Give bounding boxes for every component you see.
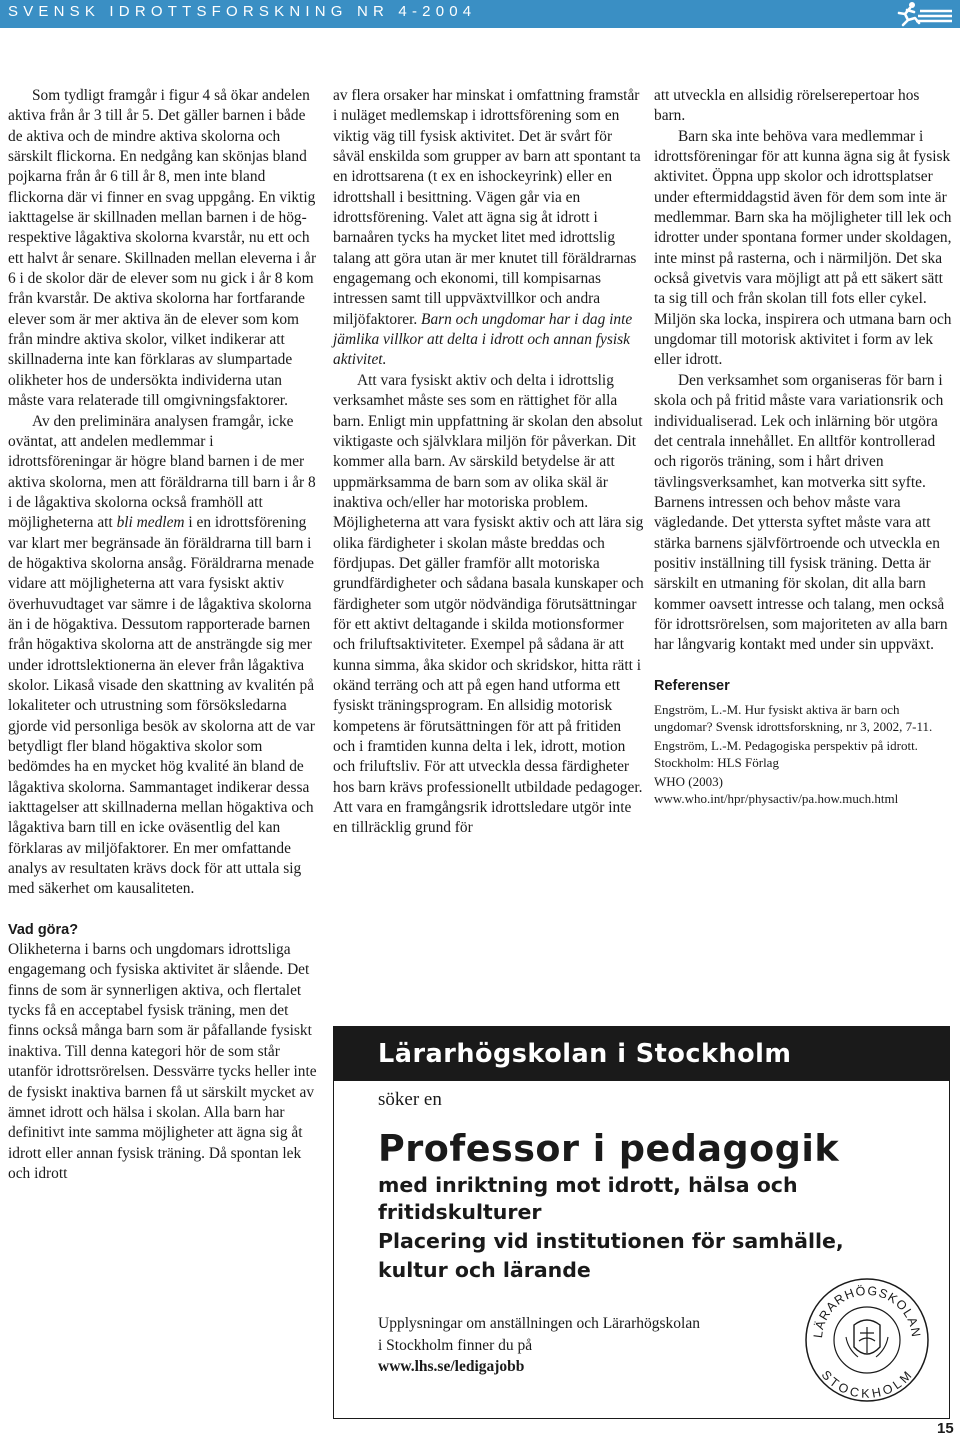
paragraph: Olikheterna i barns och ungdomars idrottsliga engagemang och fysiska aktivitet är slående. Det finns de som är synnerligen aktiva, och flertalet tycks få en acceptabel fysisk träning, men det finns också många barn som är påfallande fysiskt inaktiva. Till denna kategori hör de som står utanför idrottsrörelsen. Dessvärre tycks heller inte de fysiskt inaktiva barnen få ut särskilt mycket av ämnet idrott och hälsa i skolan. Alla barn har definitivt inte samma möjligheter att ägna sig åt idrott eller annan fysisk träning. Då spontan lek och idrott	[8, 941, 317, 1182]
paragraph-text: i en idrottsförening var klart mer begränsade än föräldrarna till barn i de högaktiva skolorna ansåg. Föräldrarna menade vidare att möjligheterna att vara fysiskt aktiv överhuvudtaget var sämre i de lågaktiva skolorna än i de högaktiva. Dessutom rapporterade barnen från högaktiva skolorna att de ansträngde sig mer under idrottslektionerna än elever från lågaktiva skolor. Likaså visade den skattning av kvalitén på lokaliteter och utrustning som försöksledarna gjorde vid personliga besök av skolorna att de var betydligt fler bland högaktiva skolor som bedömdes ha en mycket hög kvalité än bland de lågaktiva skolorna. Sammantaget indikerar dessa iakttagelser att skillnaderna mellan högaktiva och lågaktiva barn till en icke oväsentlig del kan förklaras av miljöfaktorer. En mer omfattande analys av resultaten krävs dock för att uttala sig med säkerhet om kausaliteten.	[8, 514, 315, 898]
header-bar	[0, 0, 960, 28]
runner-logo-icon	[892, 0, 954, 33]
reference-item: Engström, L.-M. Pedagogiska perspektiv på idrott. Stockholm: HLS Förlag	[654, 738, 918, 770]
seal-top-text: LÄRARHÖGSKOLAN	[810, 1283, 924, 1339]
ad-focus: med inriktning mot idrott, hälsa och fritidskulturer	[378, 1173, 798, 1224]
paragraph: Den verksamhet som organiseras för barn i skola och på fritid måste vara variationsrik och individualiserad. Lek och inlärning bör utgöra det centrala innehållet. En alltför kontrollerad och rigorös träning, som i hårt driven tävlingsverksamhet, kan motverka sitt syfte. Barnens intressen och behov måste vara vägledande. Det yttersta syftet måste vara att stärka barnens självförtroende och utveckla en positiv inställning till fysisk träning. Detta är särskilt en utmaning för skolan, dit alla barn kommer oavsett intresse och talang, men också för idrottsrörelsen, som majoriteten av alla barn har långvarig kontakt med under sin uppväxt.	[654, 371, 948, 654]
paragraph: Att vara fysiskt aktiv och delta i idrottslig verksamhet måste ses som en rättighet för alla barn. Enligt min uppfattning är skolan den absolut viktigaste och självklara miljön för påverkan. Dit kommer alla barn. Av särskild betydelse är att uppmärksamma de barn som av olika skäl är inaktiva och/eller har motoriska problem. Möjligheterna att vara fysiskt aktiv och att lära sig olika färdigheter i skolan måste breddas och fördjupas. Det gäller framför allt motoriska grundfärdigheter och sådana basala kunskaper och färdigheter som utgör nödvändiga förutsättningar för ett aktivt deltagande i skilda motionsformer och friluftsaktiviteter. Exempel på sådana är att kunna simma, åka skidor och skridskor, hitta rätt i okänd terräng och att på egen hand utforma ett fysiskt träningsprogram. En allsidig motorisk kompetens är förutsättningen för att på fritiden och i framtiden kunna delta i lek, idrott, motion och friluftsliv. För att utveckla dessa färdigheter hos barn krävs professionellt utbildade pedagoger. Att vara en framgångsrik idrottsledare utgör inte en tillräcklig grund för	[333, 371, 644, 837]
ad-placement: Placering vid institutionen för samhälle, kultur och lärande	[378, 1229, 844, 1282]
emphasis: bli medlem	[116, 514, 185, 532]
references-list	[654, 702, 954, 808]
ad-position-title: Professor i pedagogik	[378, 1127, 840, 1170]
text-column-1	[8, 86, 320, 1184]
paragraph-text: Av den preliminära analysen framgår, icke oväntat, att andelen medlemmar i idrottsföreningar är högre bland barnen i de mer aktiva skolorna, men att föräldrarna till barn i år 8 i de lågaktiva skolorna också framhöll att möjligheterna att	[8, 412, 316, 532]
paragraph: Som tydligt framgår i figur 4 så ökar andelen aktiva från år 3 till år 5. Det gäller barnen i både de aktiva och de mindre aktiva skolorna och särskilt flickorna. En nedgång kan skönjas bland pojkarna från år 6 till år 8, men inte bland flickorna där vi finner en svag uppgång. En viktig iakttagelse är skillnaden mellan barnen i de hög- respektive lågaktiva skolorna kvarstår, nu ett och ett halvt år senare. Skillnaden mellan eleverna i år 6 i de skolor där de elever som nu gick i år 8 kom från kvarstår. De aktiva skolorna har fortfarande elever som är mer aktiva än de elever som kom från mindre aktiva skolor, vilket indikerar att skillnaderna inte kan förklaras av slumpartade olikheter hos de undersökta individerna utan måste vara relaterade till omgivningsfaktorer.	[8, 87, 317, 410]
ad-url-link[interactable]: www.lhs.se/ledigajobb	[378, 1358, 525, 1375]
reference-item: Engström, L.-M. Hur fysiskt aktiva är barn och ungdomar? Svensk idrottsforskning, nr 3, 2002, 7-11.	[654, 701, 933, 734]
ad-school-name: Lärarhögskolan i Stockholm	[378, 1039, 792, 1069]
paragraph	[8, 412, 320, 900]
ad-info	[378, 1313, 708, 1378]
journal-title: SVENSK IDROTTSFORSKNING NR 4-2004	[8, 3, 477, 20]
ad-info-text: Upplysningar om anställningen och Lärarhögskolan i Stockholm finner du på	[378, 1315, 700, 1354]
page-number: 15	[937, 1420, 954, 1437]
paragraph	[333, 86, 647, 371]
ad-header-band	[334, 1027, 949, 1081]
seal-bottom-text: STOCKHOLM	[818, 1367, 916, 1401]
reference-item: WHO (2003) www.who.int/hpr/physactiv/pa.how.much.html	[654, 774, 899, 806]
paragraph: Barn ska inte behöva vara medlemmar i idrottsföreningar för att kunna ägna sig åt fysisk aktivitet. Öppna upp skolor och idrottsplatser under eftermiddagstid även för dem som inte är medlemmar. Barn ska ha möjligheter till lek och idrotter under spontana former under skoldagen, inte minst på rasterna, och i närmiljön. Det ska också givetvis vara möjligt att på ett säkert sätt ta sig till och från skolan till fots eller cykel. Miljön ska locka, inspirera och utmana barn och ungdomar till motorisk aktivitet i form av lek eller idrott.	[654, 127, 952, 369]
job-advertisement	[333, 1026, 950, 1419]
section-heading: Vad göra?	[8, 921, 79, 938]
ad-seeks: söker en	[378, 1089, 442, 1110]
paragraph-text: av flera orsaker har minskat i omfattning framstår i nuläget medlemskap i idrottsförening som en viktig väg till fysisk aktivitet. Det är svårt för såväl enskilda som grupper av barn att spontant ta en idrottsarena (t ex en ishockeyrink) eller en idrottshall i besittning. Vägen går via en idrottsförening. Valet att ägna sig åt idrott i barnaåren tycks ha mycket litet med idrottslig talang att göra utan är mer knutet till föräldrarnas engagemang och ekonomi, till kompisarnas intressen samt till uppväxtvillkor och andra miljöfaktorer.	[333, 87, 641, 328]
text-column-2	[333, 86, 647, 839]
text-column-3	[654, 86, 954, 811]
university-seal-icon	[802, 1275, 932, 1410]
emphasis: Barn och ungdomar har i dag inte jämlika villkor att delta i idrott och annan fysisk aktivitet.	[333, 310, 633, 369]
paragraph: att utveckla en allsidig rörelserepertoar hos barn.	[654, 87, 920, 125]
references-heading: Referenser	[654, 677, 730, 694]
